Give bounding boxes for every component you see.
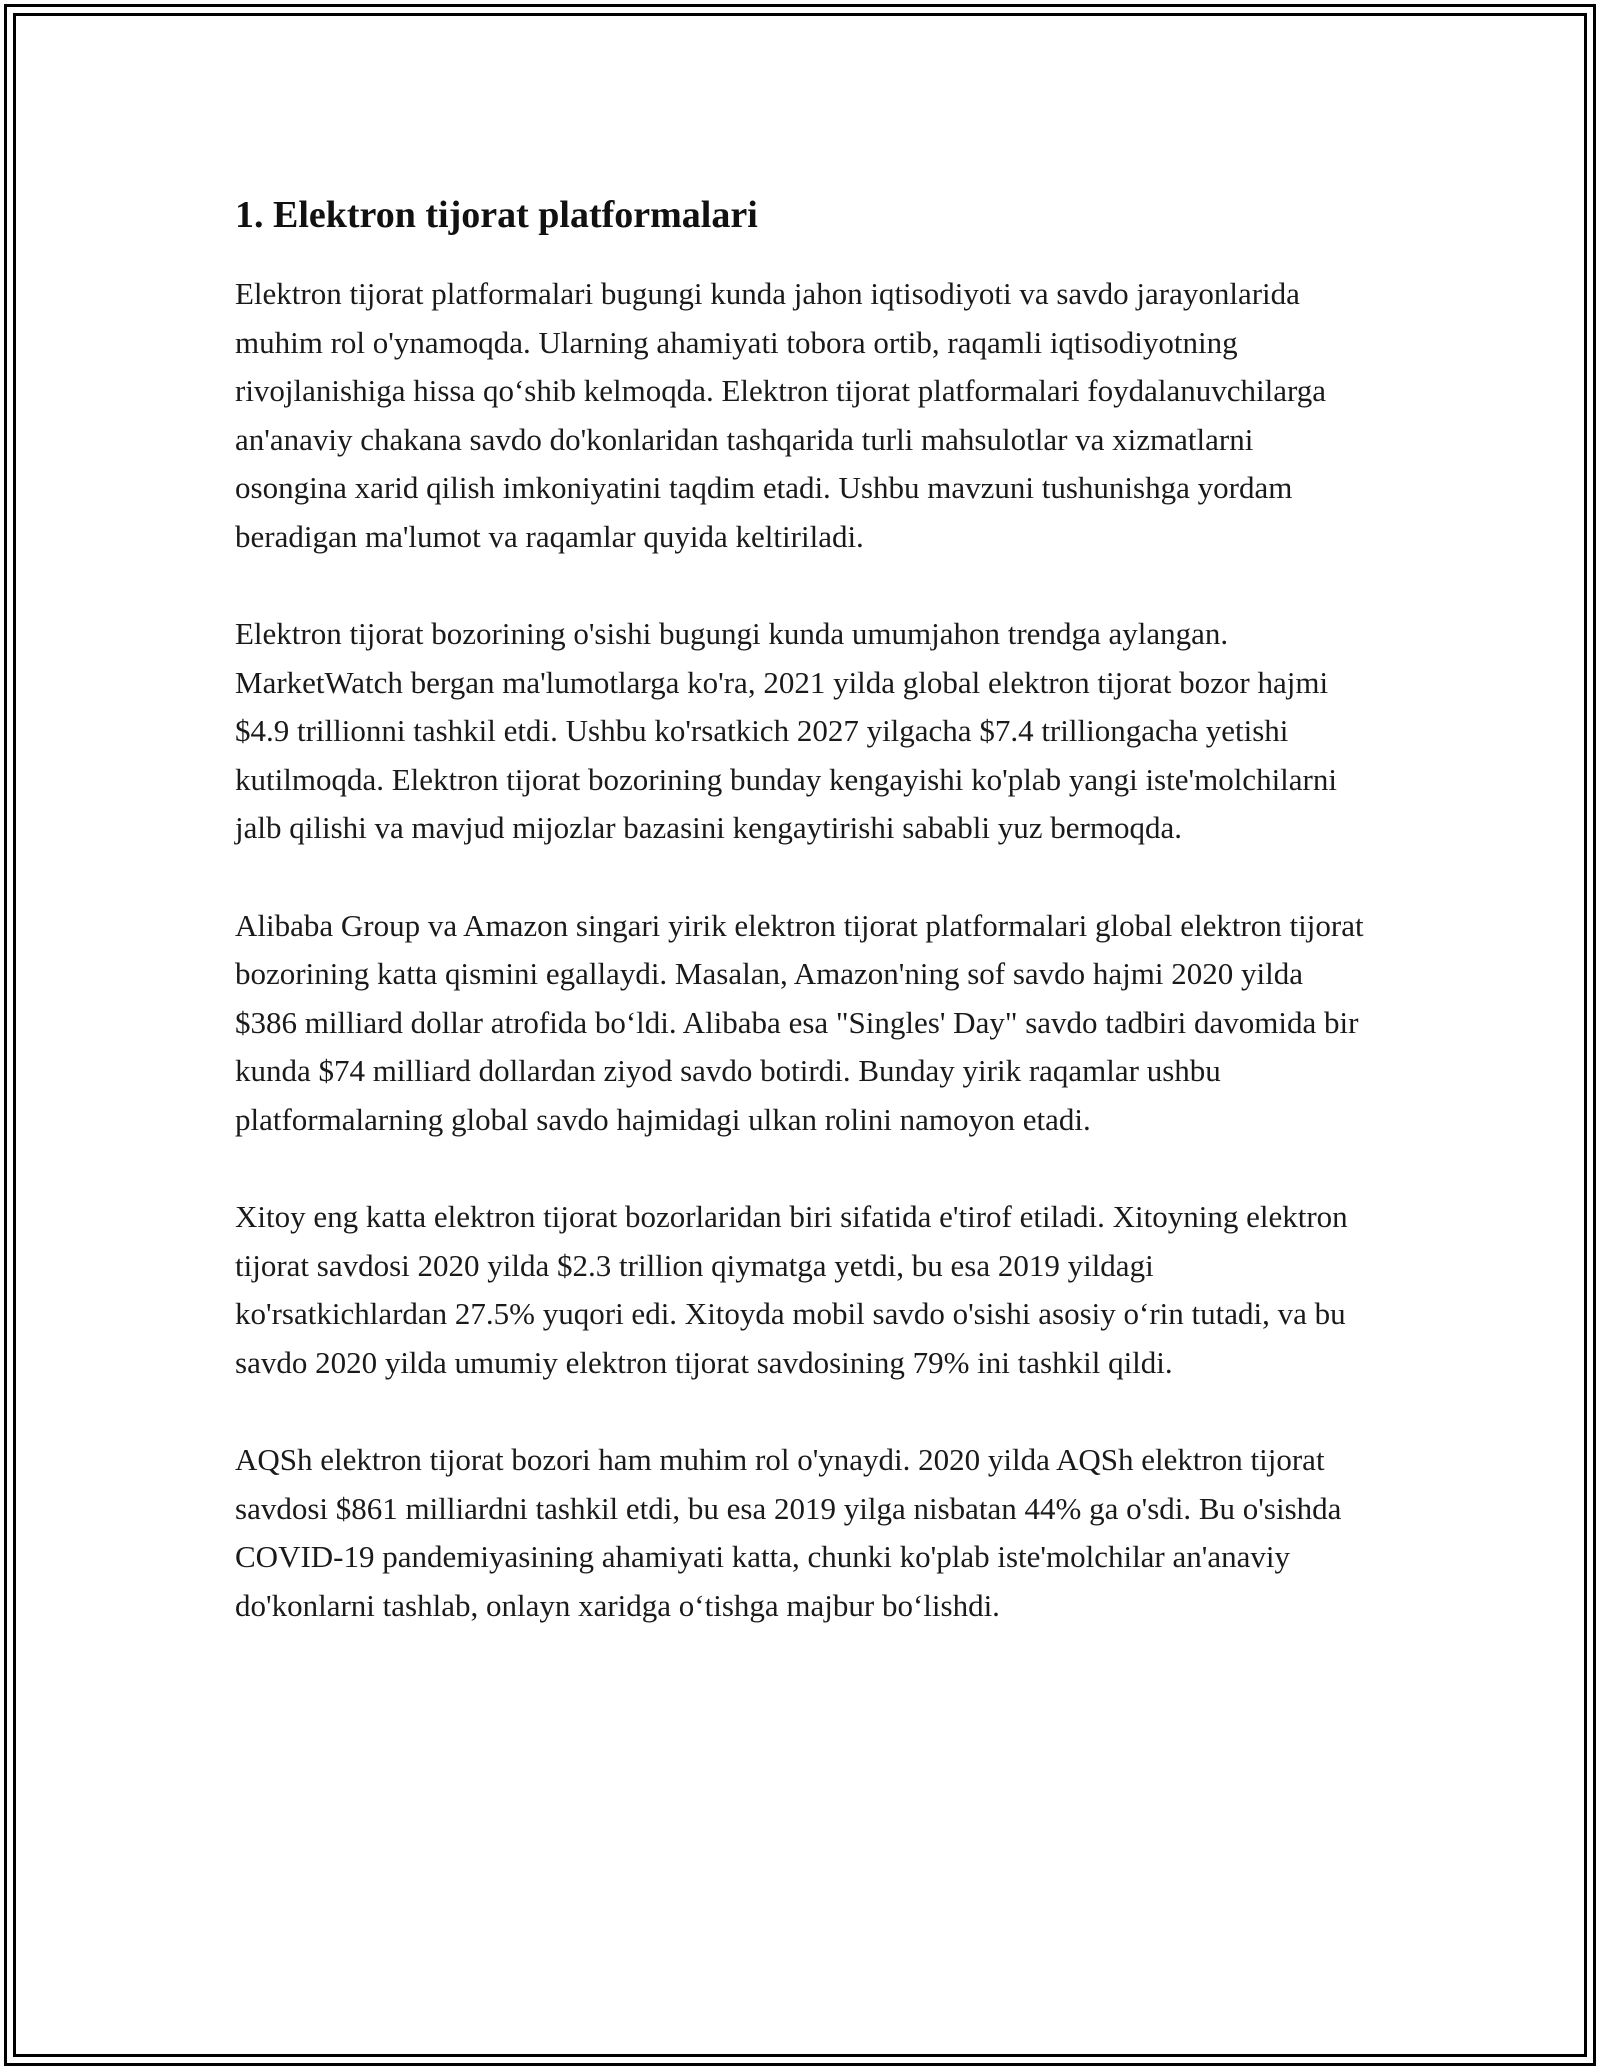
paragraph-major-platforms: Alibaba Group va Amazon singari yirik elektron tijorat platformalari global elektron tijorat bozorining katta qismini egallaydi. Masalan, Amazon'ning sof savdo hajmi 2020 yilda $386 milliard dollar atrofida bo‘ldi. Alibaba esa "Singles' Day" savdo tadbiri davomida bir kunda $74 milliard dollardan ziyod savdo botirdi. Bunday yirik raqamlar ushbu platformalarning global savdo hajmidagi ulkan rolini namoyon etadi. <box>235 907 1364 1137</box>
paragraph-market-growth: Elektron tijorat bozorining o'sishi bugungi kunda umumjahon trendga aylangan. MarketWatch bergan ma'lumotlarga ko'ra, 2021 yilda global elektron tijorat bozor hajmi $4.9 trillionni tashkil etdi. Ushbu ko'rsatkich 2027 yilgacha $7.4 trilliongacha yetishi kutilmoqda. Elektron tijorat bozorining bunday kengayishi ko'plab yangi iste'molchilarni jalb qilishi va mavjud mijozlar bazasini kengaytirishi sababli yuz bermoqda. <box>235 616 1337 845</box>
paragraph-usa-market: AQSh elektron tijorat bozori ham muhim rol o'ynaydi. 2020 yilda AQSh elektron tijorat savdosi $861 milliardni tashkil etdi, bu esa 2019 yilga nisbatan 44% ga o'sdi. Bu o'sishda COVID-19 pandemiyasining ahamiyati katta, chunki ko'plab iste'molchilar an'anaviy do'konlarni tashlab, onlayn xaridga o‘tishga majbur bo‘lishdi. <box>235 1442 1342 1623</box>
paragraph-china-market: Xitoy eng katta elektron tijorat bozorlaridan biri sifatida e'tirof etiladi. Xitoyning elektron tijorat savdosi 2020 yilda $2.3 trillion qiymatga yetdi, bu esa 2019 yildagi ko'rsatkichlardan 27.5% yuqori edi. Xitoyda mobil savdo o'sishi asosiy o‘rin tutadi, va bu savdo 2020 yilda umumiy elektron tijorat savdosining 79% ini tashkil qildi. <box>235 1199 1348 1380</box>
section-title: 1. Elektron tijorat platformalari <box>235 194 758 236</box>
document-body <box>235 190 1365 1679</box>
paragraph-intro: Elektron tijorat platformalari bugungi kunda jahon iqtisodiyoti va savdo jarayonlarida muhim rol o'ynamoqda. Ularning ahamiyati tobora ortib, raqamli iqtisodiyotning rivojlanishiga hissa qo‘shib kelmoqda. Elektron tijorat platformalari foydalanuvchilarga an'anaviy chakana savdo do'konlaridan tashqarida turli mahsulotlar va xizmatlarni osongina xarid qilish imkoniyatini taqdim etadi. Ushbu mavzuni tushunishga yordam beradigan ma'lumot va raqamlar quyida keltiriladi. <box>235 276 1327 554</box>
